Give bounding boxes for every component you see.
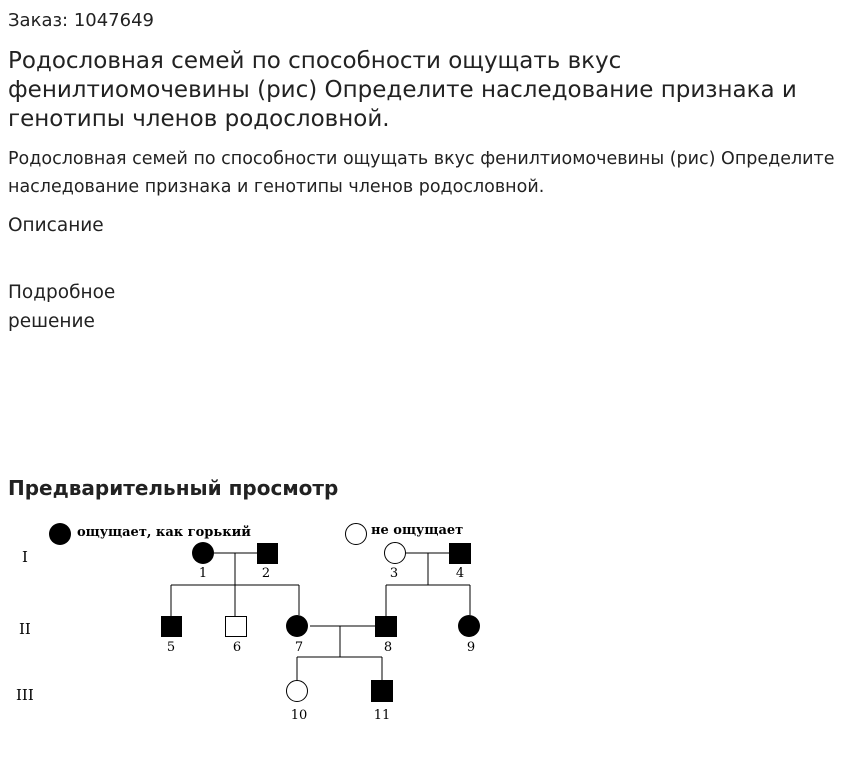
individual-label-8: 8 <box>383 640 393 655</box>
generation-label-1: I <box>22 548 28 566</box>
section-solution-label[interactable]: Подробное решение <box>8 282 116 332</box>
generation-label-3: III <box>16 686 34 704</box>
individual-4-male-affected <box>449 543 471 564</box>
individual-6-male-unaffected <box>226 617 247 637</box>
legend-unaffected-label: не ощущает <box>371 523 464 538</box>
individual-label-3: 3 <box>389 566 399 581</box>
task-description: Родословная семей по способности ощущать вкус фенилтиомочевины (рис) Определите наследование признака и генотипы членов родословной. <box>8 149 835 197</box>
individual-1-female-affected <box>192 542 214 564</box>
order-number: Заказ: 1047649 <box>8 10 154 31</box>
individual-2-male-affected <box>257 543 278 564</box>
individual-label-2: 2 <box>261 566 271 581</box>
individual-label-7: 7 <box>294 640 304 655</box>
individual-5-male-affected <box>161 616 182 637</box>
individual-9-female-affected <box>458 615 480 637</box>
individual-label-9: 9 <box>466 640 476 655</box>
individual-8-male-affected <box>375 616 397 637</box>
individual-10-female-unaffected <box>287 681 308 702</box>
generation-label-2: II <box>19 620 31 638</box>
legend-affected-label: ощущает, как горький <box>77 525 251 540</box>
individual-label-11: 11 <box>373 708 391 723</box>
legend-affected-symbol <box>49 523 71 545</box>
individual-label-6: 6 <box>232 640 242 655</box>
section-description-label[interactable]: Описание <box>8 215 104 236</box>
individual-3-female-unaffected <box>385 543 406 564</box>
individual-label-5: 5 <box>166 640 176 655</box>
pedigree-diagram <box>0 510 520 725</box>
individual-label-4: 4 <box>455 566 465 581</box>
individual-label-1: 1 <box>198 566 208 581</box>
preview-heading: Предварительный просмотр <box>8 476 339 500</box>
individual-label-10: 10 <box>290 708 308 723</box>
legend-unaffected-symbol <box>346 524 367 545</box>
individual-11-male-affected <box>371 680 393 702</box>
connection-lines <box>171 553 470 680</box>
individual-7-female-affected <box>286 615 308 637</box>
page-title: Родословная семей по способности ощущать вкус фенилтиомочевины (рис) Определите наследование признака и генотипы членов родословной. <box>8 48 797 132</box>
